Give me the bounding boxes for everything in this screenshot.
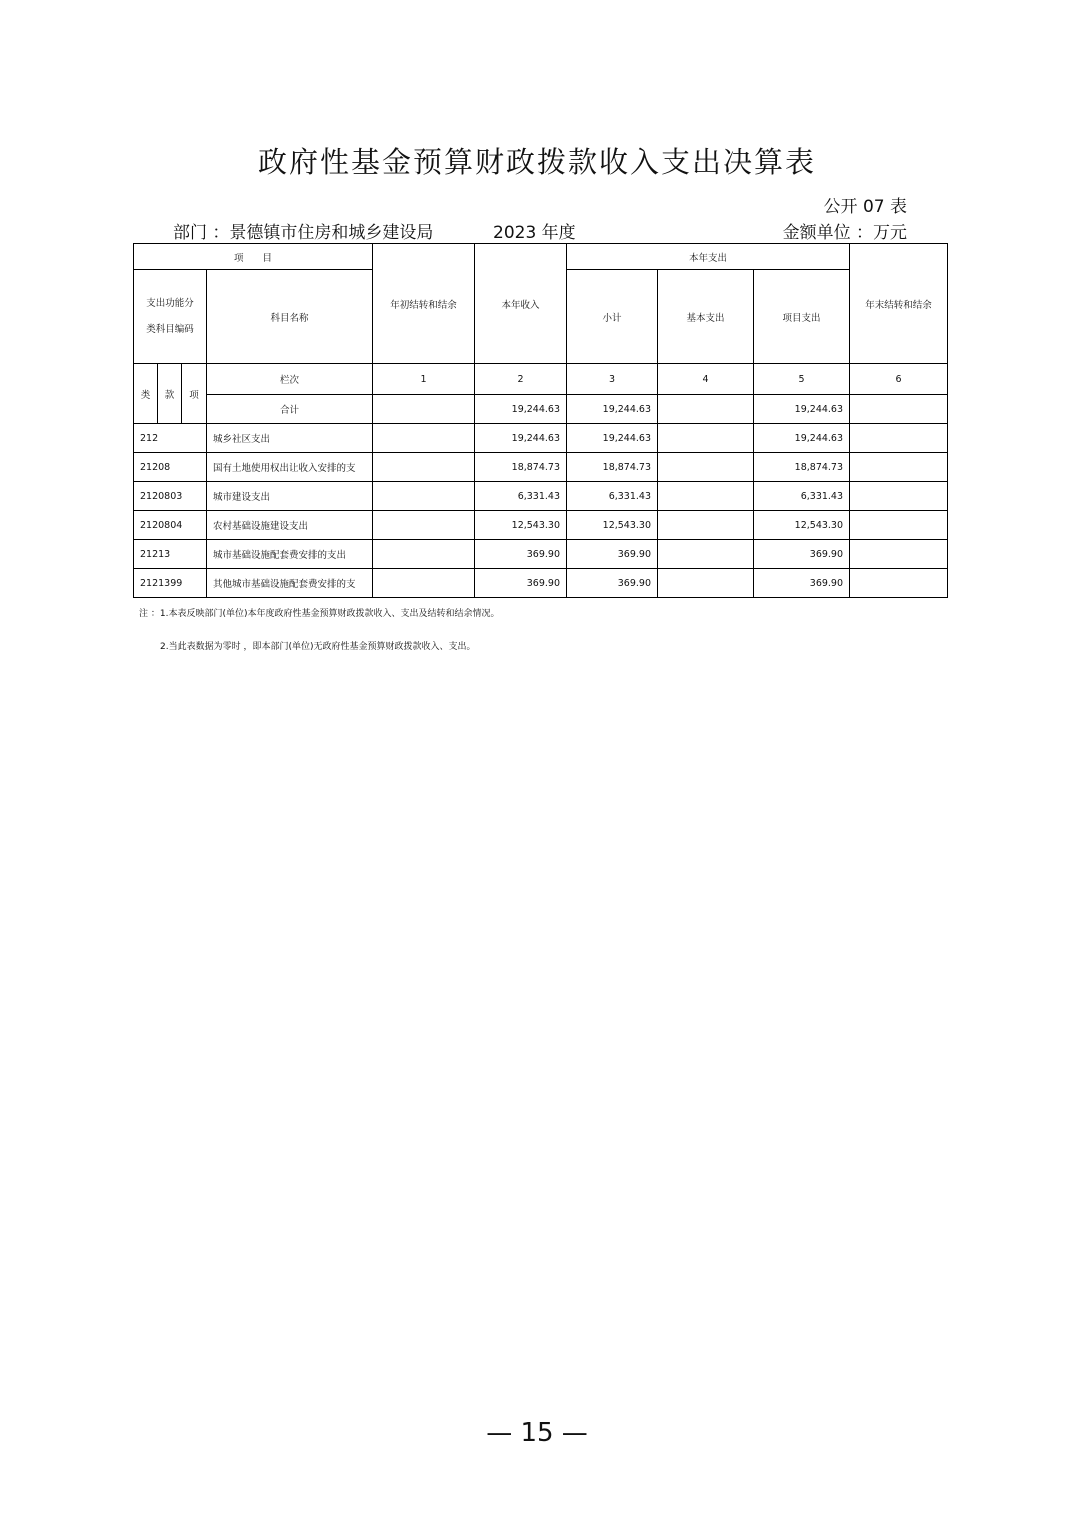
row-subtotal: 19,244.63 <box>567 424 658 453</box>
row-code: 2121399 <box>134 569 207 598</box>
row-name: 国有土地使用权出让收入安排的支 <box>207 453 373 482</box>
row-basic <box>658 540 754 569</box>
row-income: 6,331.43 <box>475 482 567 511</box>
row-name: 农村基础设施建设支出 <box>207 511 373 540</box>
header-end-balance: 年末结转和结余 <box>850 244 948 364</box>
total-label: 合计 <box>207 395 373 424</box>
row-basic <box>658 482 754 511</box>
row-begin <box>373 453 475 482</box>
header-name: 科目名称 <box>207 270 373 364</box>
header-code <box>134 270 207 364</box>
header-begin-balance: 年初结转和结余 <box>373 244 475 364</box>
header-xiang: 项 <box>182 364 207 424</box>
table-row <box>134 482 948 511</box>
column-number-label: 栏次 <box>207 364 373 395</box>
amount-unit: 金额单位 ：万元 <box>782 223 907 243</box>
total-end <box>850 395 948 424</box>
row-basic <box>658 511 754 540</box>
page-title: 政府性基金预算财政拨款收入支出决算表 <box>257 145 816 179</box>
row-subtotal: 369.90 <box>567 540 658 569</box>
header-item: 项 目 <box>134 244 373 270</box>
table-row <box>134 569 948 598</box>
budget-table <box>133 243 948 598</box>
row-begin <box>373 482 475 511</box>
column-number-4: 4 <box>658 364 754 395</box>
header-income: 本年收入 <box>475 244 567 364</box>
row-income: 19,244.63 <box>475 424 567 453</box>
row-basic <box>658 569 754 598</box>
row-name: 城市基础设施配套费安排的支出 <box>207 540 373 569</box>
row-project: 369.90 <box>754 569 850 598</box>
row-end <box>850 453 948 482</box>
row-project: 12,543.30 <box>754 511 850 540</box>
row-income: 369.90 <box>475 540 567 569</box>
row-project: 18,874.73 <box>754 453 850 482</box>
row-income: 12,543.30 <box>475 511 567 540</box>
row-code: 2120803 <box>134 482 207 511</box>
column-number-6: 6 <box>850 364 948 395</box>
row-subtotal: 6,331.43 <box>567 482 658 511</box>
column-number-3: 3 <box>567 364 658 395</box>
table-row <box>134 540 948 569</box>
header-project: 项目支出 <box>754 270 850 364</box>
row-name: 城乡社区支出 <box>207 424 373 453</box>
row-basic <box>658 453 754 482</box>
row-end <box>850 424 948 453</box>
header-basic: 基本支出 <box>658 270 754 364</box>
total-project: 19,244.63 <box>754 395 850 424</box>
row-project: 6,331.43 <box>754 482 850 511</box>
row-income: 369.90 <box>475 569 567 598</box>
row-end <box>850 511 948 540</box>
row-name: 城市建设支出 <box>207 482 373 511</box>
header-code-line1: 支出功能分 <box>146 297 194 309</box>
row-subtotal: 18,874.73 <box>567 453 658 482</box>
row-income: 18,874.73 <box>475 453 567 482</box>
row-begin <box>373 569 475 598</box>
total-subtotal: 19,244.63 <box>567 395 658 424</box>
header-code-line2: 类科目编码 <box>146 323 194 335</box>
row-begin <box>373 540 475 569</box>
row-subtotal: 12,543.30 <box>567 511 658 540</box>
column-number-2: 2 <box>475 364 567 395</box>
row-code: 2120804 <box>134 511 207 540</box>
total-begin <box>373 395 475 424</box>
page-number: — 15 — <box>486 1418 588 1448</box>
header-kuan: 款 <box>158 364 182 424</box>
header-lei: 类 <box>134 364 158 424</box>
total-row <box>134 395 948 424</box>
row-code: 21213 <box>134 540 207 569</box>
note-1: 注 ：1.本表反映部门(单位)本年度政府性基金预算财政拨款收入、支出及结转和结余情况。 <box>139 609 500 619</box>
header-expense-group: 本年支出 <box>567 244 850 270</box>
note-2: 2.当此表数据为零时 ，即本部门(单位)无政府性基金预算财政拨款收入、支出。 <box>160 642 476 652</box>
total-basic <box>658 395 754 424</box>
header-subtotal: 小计 <box>567 270 658 364</box>
column-number-5: 5 <box>754 364 850 395</box>
row-code: 212 <box>134 424 207 453</box>
row-end <box>850 569 948 598</box>
report-meta <box>133 218 947 242</box>
row-subtotal: 369.90 <box>567 569 658 598</box>
column-number-1: 1 <box>373 364 475 395</box>
row-begin <box>373 511 475 540</box>
row-basic <box>658 424 754 453</box>
department-label: 部门 ：景德镇市住房和城乡建设局 <box>173 223 434 243</box>
row-end <box>850 540 948 569</box>
form-number: 公开 07 表 <box>823 197 907 217</box>
table-row <box>134 453 948 482</box>
row-project: 369.90 <box>754 540 850 569</box>
table-row <box>134 424 948 453</box>
row-code: 21208 <box>134 453 207 482</box>
row-begin <box>373 424 475 453</box>
row-name: 其他城市基础设施配套费安排的支 <box>207 569 373 598</box>
table-row <box>134 511 948 540</box>
row-end <box>850 482 948 511</box>
row-project: 19,244.63 <box>754 424 850 453</box>
fiscal-year: 2023 年度 <box>493 223 576 243</box>
total-income: 19,244.63 <box>475 395 567 424</box>
